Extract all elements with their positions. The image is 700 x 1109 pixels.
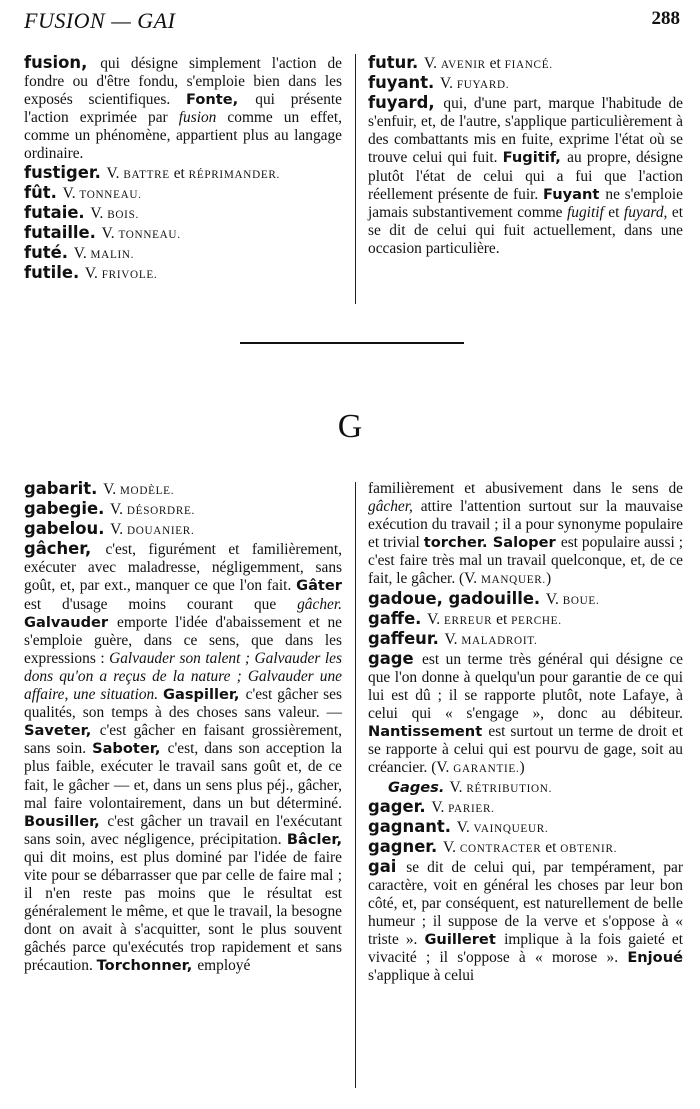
- headword: gabarit.: [24, 479, 104, 498]
- dictionary-entry: [368, 858, 683, 986]
- dictionary-entry: [24, 540, 342, 975]
- entry-text: familièrement et abusivement dans le sens de: [368, 480, 683, 497]
- headword: futé.: [24, 242, 74, 262]
- dictionary-entry: [368, 838, 683, 858]
- dictionary-entry: [368, 798, 683, 818]
- entry-text: V.: [101, 224, 119, 242]
- italic-text: fuyard,: [623, 203, 668, 221]
- italic-text: Galvauder son talent ; Galvauder les dons qu'on a reçus de la nature ; Galvauder une affaire, une situation.: [24, 649, 342, 704]
- cross-ref: MODÈLE.: [119, 485, 175, 497]
- column-divider-top: [355, 54, 356, 304]
- dictionary-entry: [24, 54, 342, 164]
- dictionary-entry: [368, 480, 683, 590]
- headword: gaffeur.: [368, 628, 445, 648]
- bold-term: Saboter,: [92, 740, 168, 758]
- headword: gage: [368, 648, 423, 668]
- entry-text: V.: [62, 184, 80, 202]
- bold-term: Bousiller,: [24, 812, 108, 830]
- entry-text: s'applique à celui: [368, 967, 475, 985]
- entry-text: est d'usage moins courant que: [24, 595, 298, 613]
- entry-text: V.: [73, 244, 91, 262]
- bold-term: Fuyant: [543, 185, 606, 203]
- cross-ref: GARANTIE.: [453, 763, 520, 776]
- cross-ref: AVENIR: [440, 59, 486, 71]
- bold-term: Fugitif,: [502, 149, 568, 167]
- entry-text: V.: [443, 838, 460, 856]
- entry-text: qui présente l'action exprimée par: [24, 91, 342, 127]
- entry-text: V.: [103, 481, 120, 498]
- bold-term: torcher. Saloper: [423, 534, 561, 552]
- column-top-left: [24, 54, 342, 284]
- entry-text: implique à la fois gaieté et vivacité ; il s'oppose à « morose ».: [368, 931, 683, 967]
- entry-text: V.: [444, 630, 462, 648]
- dictionary-entry: [24, 224, 342, 244]
- dictionary-entry: [24, 204, 342, 224]
- headword: gagnant.: [368, 816, 457, 836]
- headword: gadoue, gadouille.: [368, 588, 546, 608]
- entry-text: V.: [110, 501, 127, 519]
- headword: fusion,: [24, 53, 101, 72]
- cross-ref: BOUE.: [562, 594, 600, 607]
- headword: gager.: [368, 796, 432, 816]
- section-divider: [240, 342, 464, 344]
- headword: fût.: [24, 182, 63, 202]
- entry-text: et: [169, 164, 189, 182]
- entry-text: V.: [439, 75, 457, 93]
- column-top-right: [368, 54, 683, 258]
- bold-term: Saveter,: [24, 722, 100, 740]
- entry-text: V.: [84, 265, 102, 283]
- entry-text: V.: [456, 818, 474, 836]
- cross-ref: RÉTRIBUTION.: [466, 782, 553, 795]
- headword: gagner.: [368, 836, 443, 856]
- cross-ref: MALADROIT.: [461, 634, 538, 647]
- cross-ref: PARIER.: [448, 802, 495, 815]
- cross-ref: PERCHE.: [511, 614, 562, 627]
- headword: futaille.: [24, 222, 102, 242]
- entry-text: attire l'attention surtout sur la mauvaise exécution du travail ; il a pour synonyme populaire et trivial: [368, 498, 683, 552]
- cross-ref: FRIVOLE.: [101, 269, 158, 282]
- dictionary-entry: [368, 650, 683, 779]
- entry-text: V.: [545, 590, 563, 608]
- dictionary-entry: [24, 164, 342, 184]
- column-bottom-left: [24, 480, 342, 976]
- dictionary-entry: [24, 480, 342, 500]
- italic-text: gâcher.: [297, 595, 342, 613]
- cross-ref: TONNEAU.: [118, 228, 181, 241]
- dictionary-entry: [24, 264, 342, 284]
- cross-ref: FIANCÉ.: [504, 59, 553, 71]
- entry-text: se dit de celui qui, par tempérament, par caractère, voit en général les choses par leur bon côté, et, par conséquent, est naturellement de belle humeur ; il suppose de la verve et s'oppose à « triste ».: [368, 858, 683, 949]
- entry-text: V.: [106, 164, 124, 182]
- entry-text: comme un effet, comme un phénomène, appartient plus au langage ordinaire.: [24, 109, 342, 163]
- headword: gaffe.: [368, 608, 428, 628]
- dictionary-entry: [24, 520, 342, 540]
- cross-ref: ERREUR: [443, 614, 493, 627]
- dictionary-entry: [24, 184, 342, 204]
- entry-text: c'est gâcher en faisant grossièrement, sans soin.: [24, 722, 342, 758]
- cross-ref: MALIN.: [90, 248, 135, 261]
- bold-term: Nantissement: [368, 723, 489, 741]
- column-divider-bottom: [355, 482, 356, 1088]
- cross-ref: MANQUER.: [480, 574, 546, 587]
- dictionary-entry: [368, 610, 683, 630]
- entry-text: emporte l'idée d'abaissement et ne s'emploie guère, dans ce sens, que dans les expressions :: [24, 613, 342, 667]
- entry-text: au propre, désigne plutôt l'état de celui qui a fui que l'action réellement présente de fuir.: [368, 149, 683, 203]
- entry-text: c'est, dans son acception la plus faible, exécuter le travail sans goût et, de ce fait, le gâcher — et, dans un sens plus péj., gâcher, mal faire volontairement, dans un but déterminé.: [24, 740, 342, 812]
- entry-text: employé: [197, 957, 251, 975]
- running-header: [24, 8, 684, 36]
- dictionary-entry: [368, 818, 683, 838]
- entry-text: V.: [90, 204, 108, 222]
- bold-term: Enjoué: [627, 949, 683, 967]
- dictionary-entry: [368, 630, 683, 650]
- italic-text: fugitif: [567, 203, 604, 221]
- headword: gabegie.: [24, 499, 111, 519]
- bold-term: Gaspiller,: [163, 686, 246, 704]
- entry-text: ): [545, 570, 552, 588]
- entry-text: c'est, figurément et familièrement, exécuter avec maladresse, négligemment, sans goût, et, par ext., manquer ce que l'on fait.: [24, 541, 342, 595]
- page-number: 288: [651, 8, 680, 29]
- entry-text: et: [485, 55, 505, 72]
- headword: fuyant.: [368, 73, 440, 93]
- headword: fustiger.: [24, 162, 107, 182]
- cross-ref: BATTRE: [123, 168, 170, 181]
- dictionary-entry: [368, 74, 683, 94]
- entry-text: et: [603, 203, 624, 221]
- bold-term: Guilleret: [424, 931, 505, 949]
- italic-text: fusion: [178, 109, 217, 127]
- headword: futile.: [24, 263, 85, 283]
- cross-ref: OBTENIR.: [560, 842, 618, 855]
- cross-ref: DÉSORDRE.: [126, 505, 196, 518]
- dictionary-entry: [24, 500, 342, 520]
- headword: futur.: [368, 53, 424, 72]
- cross-ref: FUYARD.: [456, 79, 510, 92]
- entry-text: et: [541, 838, 561, 856]
- bold-term: Torchonner,: [96, 957, 198, 975]
- entry-text: est un terme très général qui désigne ce que l'on donne à quelqu'un pour garantie de ce qui lui est dû ; il se rapporte plutôt, note Lafaye, à celui qui « s'engage », donc au débiteur.: [368, 650, 683, 723]
- cross-ref: VAINQUEUR.: [473, 822, 549, 835]
- cross-ref: RÉPRIMANDER.: [188, 168, 281, 181]
- entry-text: V.: [449, 778, 467, 796]
- entry-text: et: [492, 610, 512, 628]
- cross-ref: TONNEAU.: [79, 188, 142, 201]
- headword: gâcher,: [24, 539, 106, 559]
- bold-term: Bâcler,: [286, 830, 342, 848]
- cross-ref: DOUANIER.: [126, 525, 195, 538]
- entry-text: c'est gâcher ses qualités, son temps à des choses sans valeur. —: [24, 686, 342, 722]
- bold-term: Gâter: [296, 577, 342, 595]
- bold-term: Galvauder: [24, 613, 117, 631]
- entry-text: est surtout un terme de droit et se rapporte à celui qui est pourvu de gage, soit au créancier. (V.: [368, 723, 683, 777]
- headword: gabelou.: [24, 519, 111, 539]
- entry-text: ne s'emploie jamais substantivement comme: [368, 185, 683, 221]
- entry-text: V.: [427, 610, 444, 628]
- dictionary-entry: [368, 94, 683, 258]
- entry-text: V.: [423, 55, 441, 72]
- headword: gai: [368, 856, 407, 876]
- bold-term: Fonte,: [185, 91, 256, 109]
- cross-ref: BOIS.: [107, 208, 139, 221]
- italic-text: gâcher,: [368, 498, 413, 516]
- section-letter: G: [337, 408, 363, 445]
- entry-text: est populaire aussi ; c'est faire très mal un travail quelconque, et, de ce fait, le gâcher. (V.: [368, 534, 683, 588]
- entry-text: V.: [110, 521, 127, 539]
- headword: futaie.: [24, 202, 91, 222]
- cross-ref: CONTRACTER: [459, 842, 542, 855]
- bold-italic-term: Gages.: [388, 778, 450, 796]
- running-head-title: FUSION — GAI: [24, 8, 176, 33]
- column-bottom-right: [368, 480, 683, 986]
- dictionary-entry: [24, 244, 342, 264]
- dictionary-entry: [368, 779, 683, 798]
- entry-text: qui désigne simplement l'action de fondre ou d'être fondu, s'emploie bien dans les exposés scientifiques.: [24, 55, 342, 109]
- entry-text: qui dit moins, est plus dominé par l'idée de faire vite pour se débarrasser que par celle de faire mal ; il n'en reste pas moins que le résultat est généralement le même, et que le travail, la besogne dont on avait à s'acquitter, sont le plus souvent gâchés parce qu'exécutés trop rapidement et sans précaution.: [24, 848, 342, 975]
- entry-text: V.: [431, 798, 449, 816]
- entry-text: et se dit de celui qui fuit actuellement, dans une occasion particulière.: [368, 203, 683, 257]
- entry-text: qui, d'une part, marque l'habitude de s'enfuir, et, de l'autre, s'applique particulièrement à des combattants mis en fuite, exprime l'état où se trouve celui qui fuit.: [368, 95, 683, 167]
- dictionary-entry: [368, 54, 683, 74]
- entry-text: ): [519, 759, 525, 777]
- headword: fuyard,: [368, 93, 444, 113]
- entry-text: c'est gâcher un travail en l'exécutant sans soin, avec négligence, précipitation.: [24, 812, 342, 848]
- dictionary-entry: [368, 590, 683, 610]
